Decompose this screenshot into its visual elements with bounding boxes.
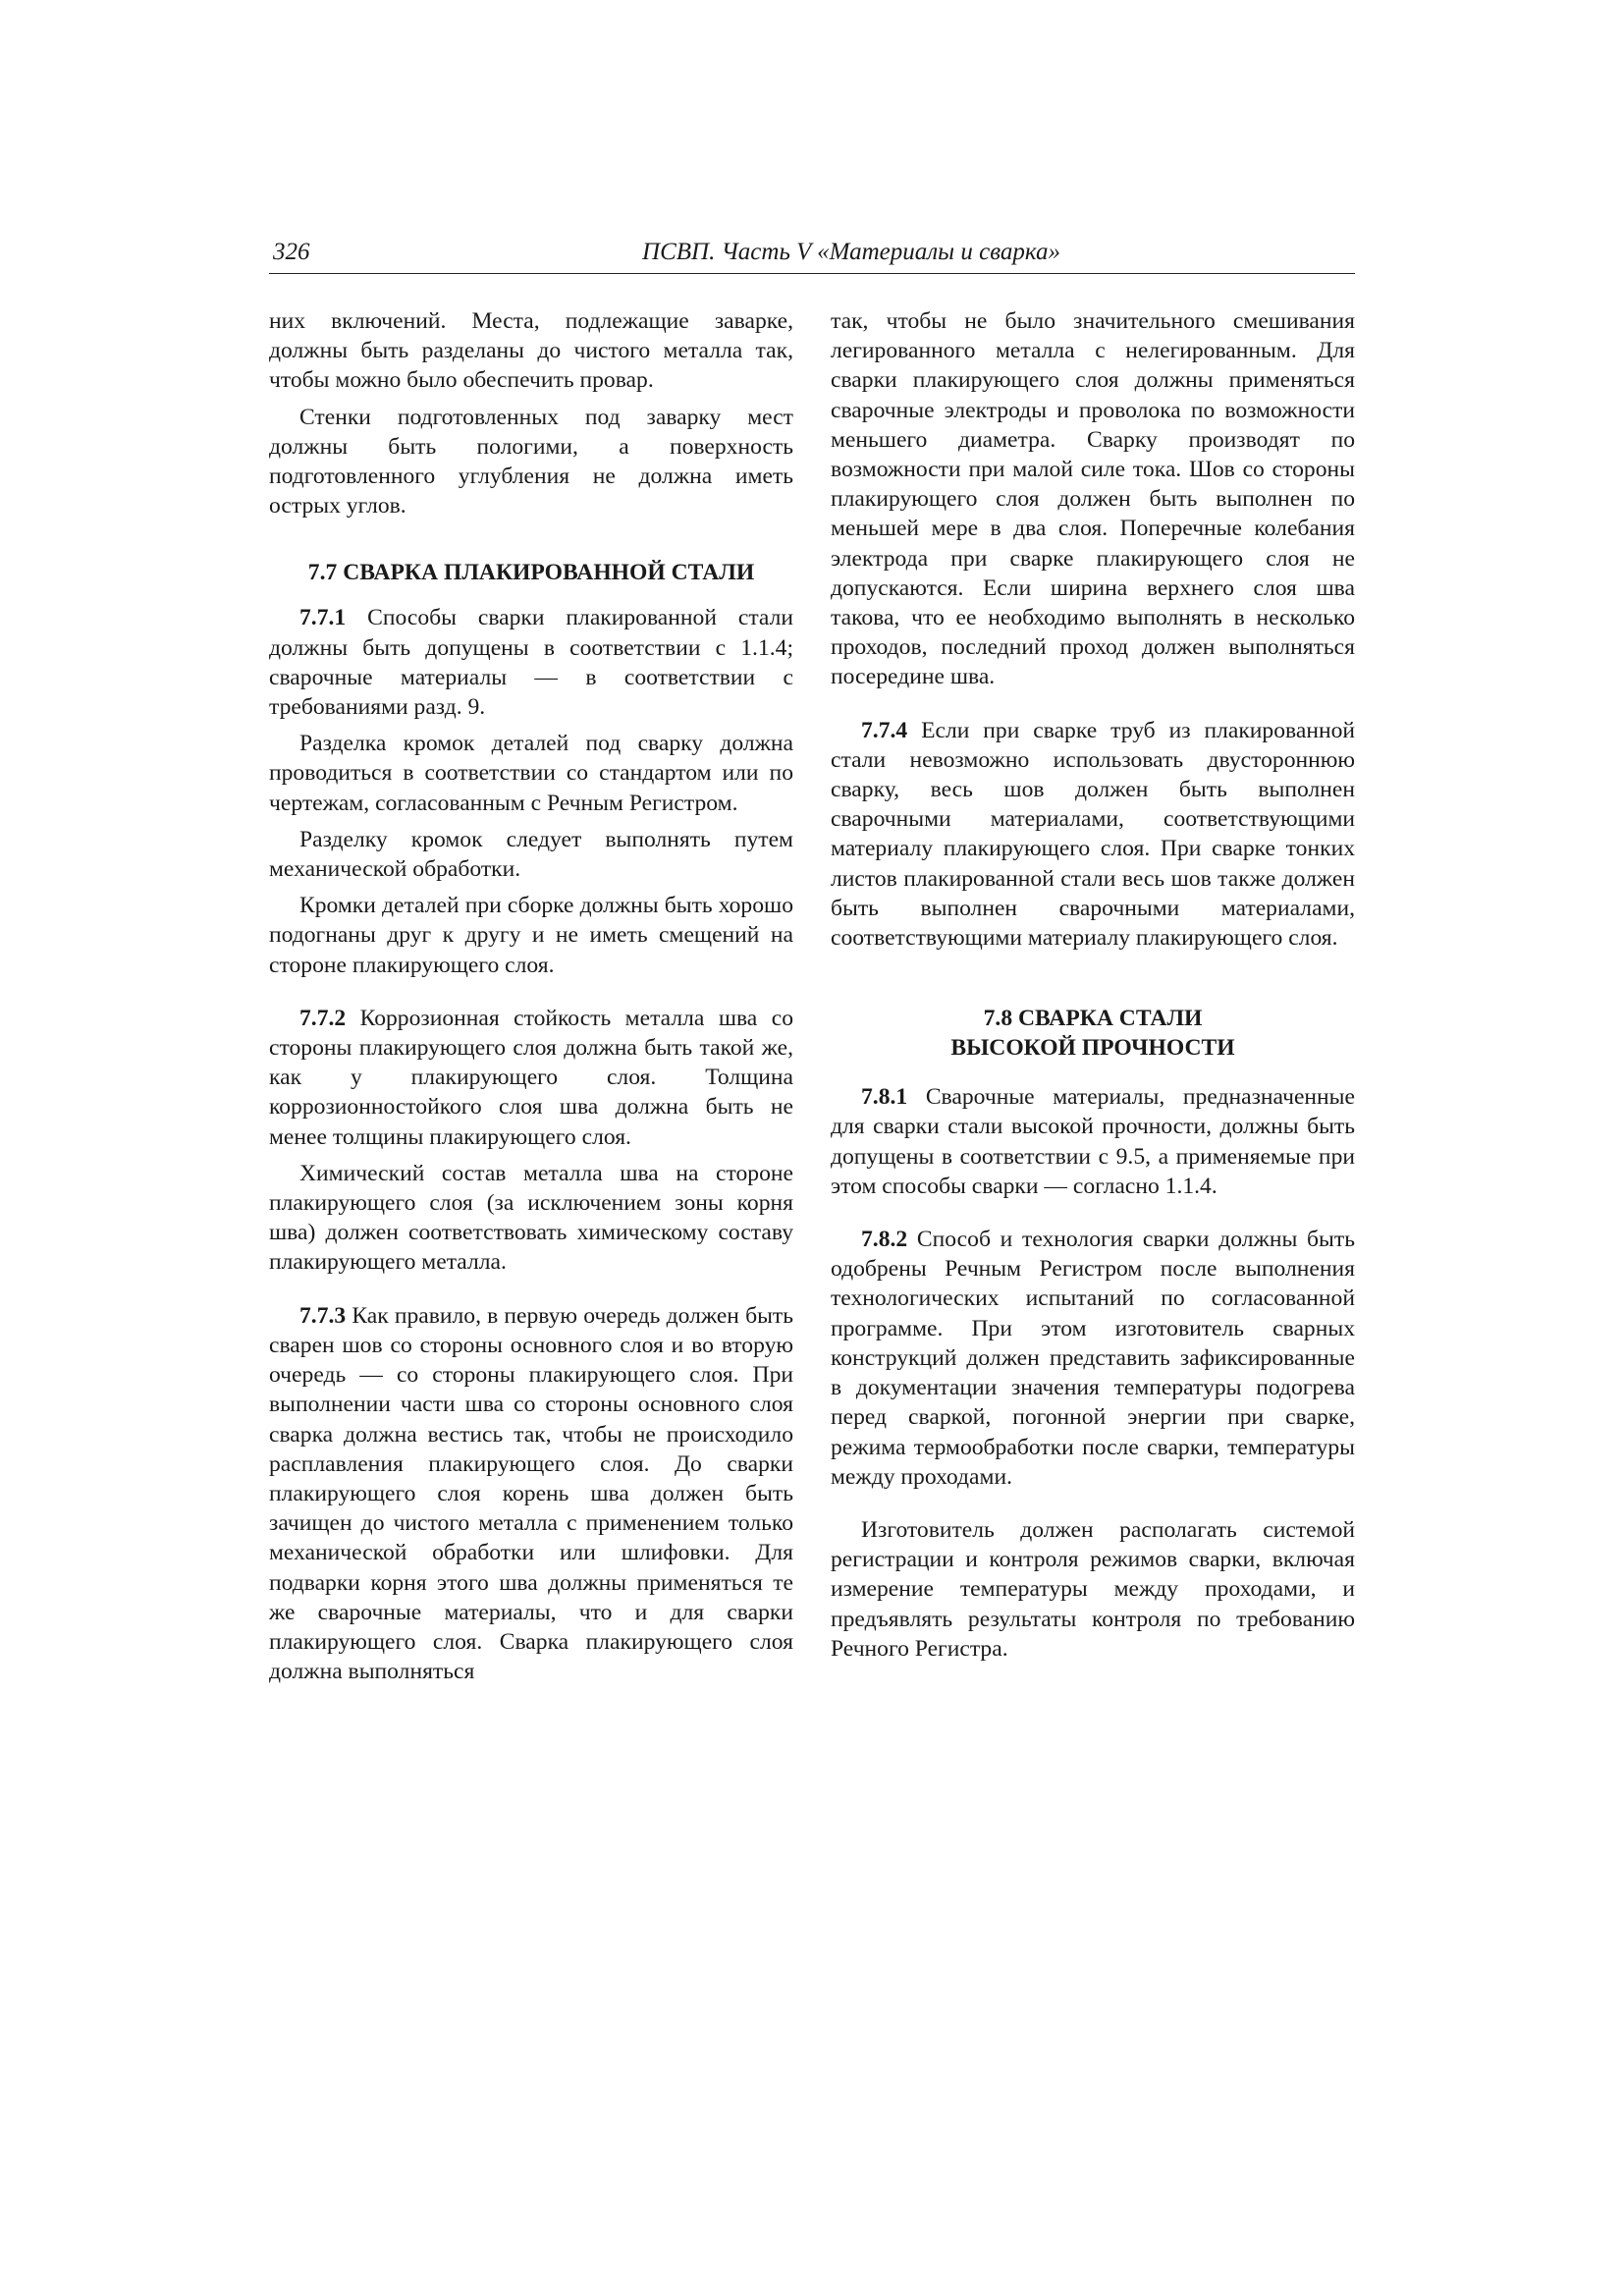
paragraph-continuation: так, чтобы не было значительного смешивания легированного металла с нелегированным. Для сварки плакирующего слоя должны применяться сварочные электроды и проволока по возможности меньшего диаметра. Сварку производят по возможности при малой силе тока. Шов со стороны плакирующего слоя должен быть выполнен по меньшей мере в два слоя. Поперечные колебания электрода при сварке плакирующего слоя не допускаются. Если ширина верхнего слоя шва такова, что ее необходимо выполнять в несколько проходов, последний проход должен выполняться посередине шва. — [831, 308, 1355, 690]
clause-7-7-4 — [831, 716, 1355, 954]
section-heading-line: 7.8 СВАРКА СТАЛИ — [983, 1006, 1203, 1032]
clause-number: 7.8.1 — [861, 1084, 908, 1111]
clause-number: 7.7.1 — [299, 605, 347, 631]
clause-number: 7.7.3 — [299, 1302, 347, 1329]
paragraph: Разделка кромок деталей под сварку должна проводиться в соответствии со стандартом или по чертежам, согласованным с Речным Регистром. — [269, 731, 793, 816]
section-heading-7-8 — [831, 1004, 1355, 1063]
clause-text: Если при сварке труб из плакированной стали невозможно использовать двустороннюю сварку, весь шов должен быть выполнен сварочными материалами, соответствующими материалу плакирующего слоя. При сварке тонких листов плакированной стали весь шов также должен быть выполнен сварочными материалами, соответствующими материалу плакирующего слоя. — [831, 717, 1355, 952]
section-heading-line: ВЫСОКОЙ ПРОЧНОСТИ — [950, 1035, 1235, 1062]
clause-7-8-2 — [831, 1225, 1355, 1492]
clause-7-7-2 — [269, 1004, 793, 1152]
section-heading-7-7: 7.7 СВАРКА ПЛАКИРОВАННОЙ СТАЛИ — [307, 560, 755, 586]
clause-number: 7.7.2 — [299, 1005, 347, 1031]
clause-7-8-1 — [831, 1082, 1355, 1201]
right-column — [831, 306, 1355, 1664]
paragraph-continuation: них включений. Места, подлежащие заварке, должны быть разделаны до чистого металла так, чтобы можно было обеспечить провар. — [269, 308, 793, 394]
clause-number: 7.8.2 — [861, 1227, 908, 1253]
clause-text: Сварочные материалы, предназначенные для сварки стали высокой прочности, должны быть допущены в соответствии с 9.5, а применяемые при этом способы сварки — согласно 1.1.4. — [831, 1084, 1355, 1199]
clause-text: Способы сварки плакированной стали должны быть допущены в соответствии с 1.1.4; сварочные материалы — в соответствии с требованиями разд. 9. — [269, 605, 793, 721]
paragraph: Изготовитель должен располагать системой регистрации и контроля режимов сварки, включая измерение температуры между проходами, и предъявлять результаты контроля по требованию Речного Регистра. — [831, 1516, 1355, 1662]
paragraph: Разделку кромок следует выполнять путем механической обработки. — [269, 826, 793, 883]
clause-text: Способ и технология сварки должны быть одобрены Речным Регистром после выполнения технологических испытаний по согласованной программе. При этом изготовитель сварных конструкций должен представить зафиксированные в документации значения температуры подогрева перед сваркой, погонной энергии при сварке, режима термообработки после сварки, температуры между проходами. — [831, 1227, 1355, 1490]
clause-number: 7.7.4 — [861, 717, 908, 743]
clause-text: Как правило, в первую очередь должен быть сварен шов со стороны основного слоя и во вторую очередь — со стороны плакирующего слоя. При выполнении части шва со стороны основного слоя сварка должна вестись так, чтобы не происходило расплавления плакирующего слоя. До сварки плакирующего слоя корень шва должен быть зачищен до чистого металла с применением только механической обработки или шлифовки. Для подварки корня этого шва должны применяться те же сварочные материалы, что и для сварки плакирующего слоя. Сварка плакирующего слоя должна выполняться — [269, 1302, 794, 1685]
left-column — [269, 306, 793, 1686]
paragraph: Кромки деталей при сборке должны быть хорошо подогнаны друг к другу и не иметь смещений на стороне плакирующего слоя. — [269, 893, 793, 978]
running-title: ПСВП. Часть V «Материалы и сварка» — [642, 239, 1060, 265]
page-header — [269, 238, 1355, 274]
clause-text: Коррозионная стойкость металла шва со стороны плакирующего слоя должна быть такой же, как у плакирующего слоя. Толщина коррозионностойкого слоя шва должна быть не менее толщины плакирующего слоя. — [269, 1005, 793, 1150]
paragraph: Химический состав металла шва на стороне плакирующего слоя (за исключением зоны корня шва) должен соответствовать химическому составу плакирующего металла. — [269, 1160, 793, 1276]
clause-7-7-1 — [269, 603, 793, 722]
paragraph: Стенки подготовленных под заварку мест должны быть пологими, а поверхность подготовленного углубления не должна иметь острых углов. — [269, 404, 793, 519]
clause-7-7-3 — [269, 1301, 793, 1687]
page-number: 326 — [273, 239, 310, 265]
